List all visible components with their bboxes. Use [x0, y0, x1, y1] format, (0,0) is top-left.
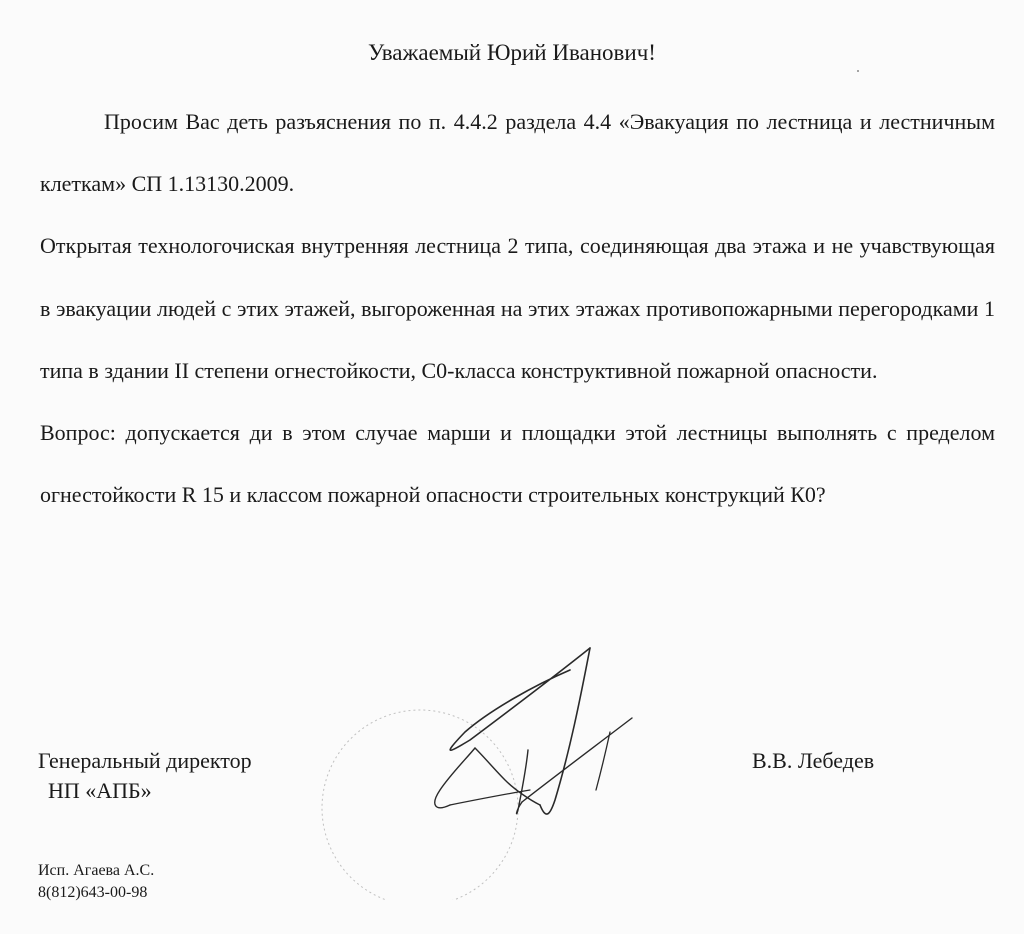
executor-phone: 8(812)643-00-98 — [38, 884, 148, 901]
executor-info — [38, 860, 154, 904]
executor-name: Исп. Агаева А.С. — [38, 862, 155, 879]
paper-speck — [857, 70, 859, 72]
signatory-organization: НП «АПБ» — [48, 778, 152, 803]
signatory-title: Генеральный директор — [38, 748, 252, 773]
letter-greeting: Уважаемый Юрий Иванович! — [368, 40, 656, 65]
signatory-name: В.В. Лебедев — [752, 748, 875, 773]
handwritten-signature — [300, 640, 640, 900]
paragraph-request: Просим Вас деть разъяснения по п. 4.4.2 раздела 4.4 «Эвакуация по лестница и лестничным клеткам» СП 1.13130.2009. — [40, 109, 995, 197]
letter-body — [40, 91, 995, 526]
paragraph-question: Вопрос: допускается ди в этом случае марши и площадки этой лестницы выполнять с пределом огнестойкости R 15 и классом пожарной опасности строительных конструкций К0? — [40, 420, 995, 508]
paragraph-description: Открытая технологочиская внутренняя лестница 2 типа, соединяющая два этажа и не учавствующая в эвакуации людей с этих этажей, выгороженная на этих этажах противопожарными перегородками 1 типа в здании II степени огнестойкости, С0-класса конструктивной пожарной опасности. — [40, 233, 995, 383]
